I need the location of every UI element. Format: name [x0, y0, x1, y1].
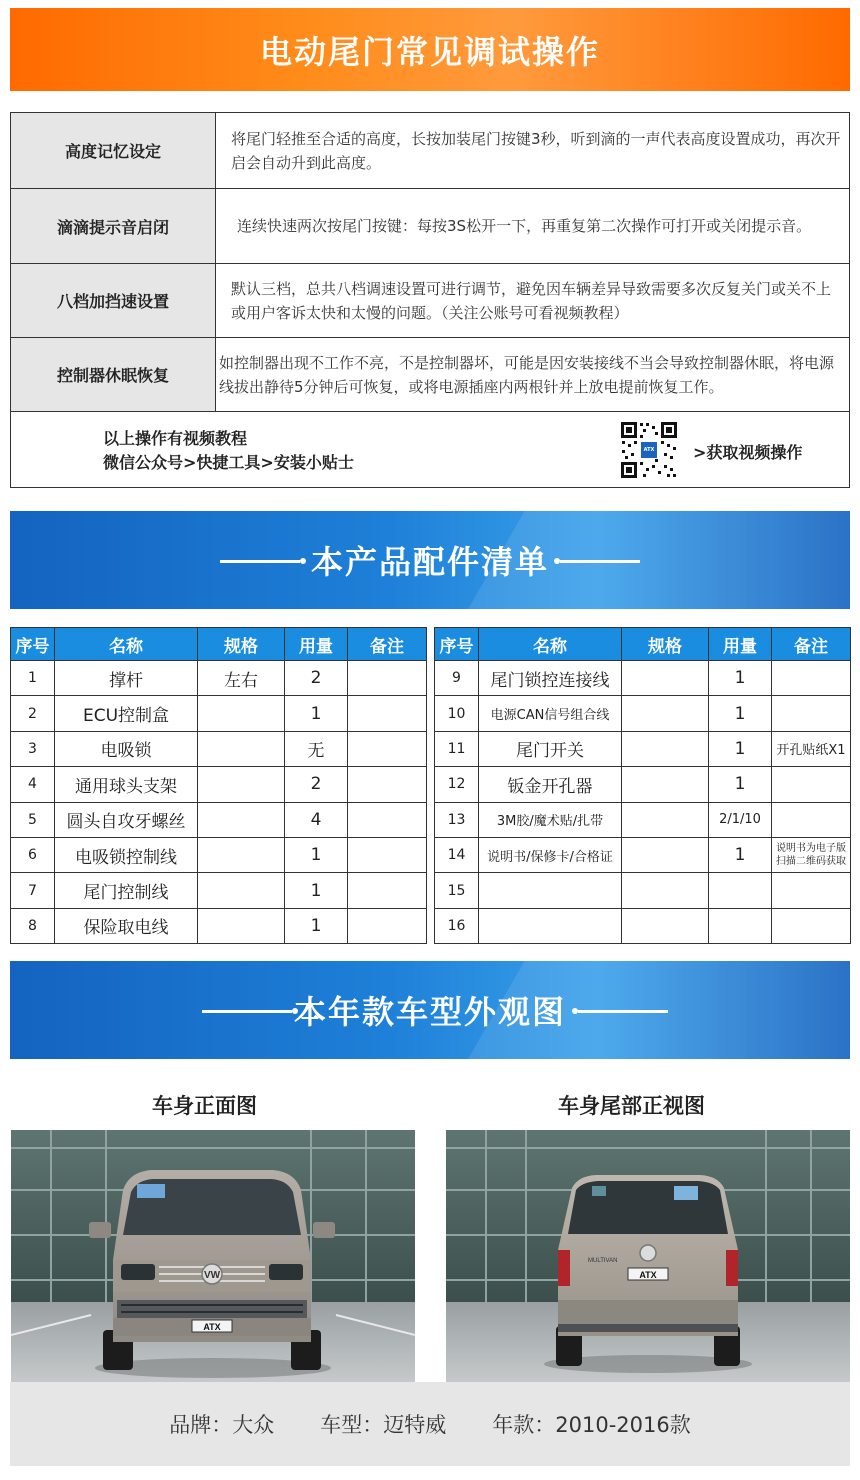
- front-plate-text: ATX: [203, 1322, 221, 1332]
- parts-cell-qty: [709, 908, 772, 943]
- operation-row: [11, 113, 849, 189]
- parts-cell-spec: [622, 802, 709, 837]
- parts-cell-spec: 左右: [198, 661, 285, 696]
- parts-cell-spec: [198, 802, 285, 837]
- parts-cell-qty: 4: [285, 802, 348, 837]
- parts-cell-no: 3: [11, 731, 55, 766]
- parts-cell-note: [772, 661, 851, 696]
- vehicle-year: 年款：2010-2016款: [492, 1413, 691, 1437]
- parts-cell-name: 钣金开孔器: [479, 767, 622, 802]
- parts-banner: [10, 511, 850, 609]
- parts-cell-no: 11: [435, 731, 479, 766]
- parts-header-cell: 规格: [622, 628, 709, 661]
- video-note: [11, 412, 849, 487]
- parts-cell-name: 尾门锁控连接线: [479, 661, 622, 696]
- parts-cell-note: [348, 802, 427, 837]
- operation-label: 高度记忆设定: [11, 113, 216, 188]
- rear-car-photo: [446, 1130, 850, 1382]
- parts-row: [435, 908, 851, 943]
- parts-cell-spec: [198, 767, 285, 802]
- parts-cell-no: 2: [11, 696, 55, 731]
- rear-plate-text: ATX: [639, 1270, 657, 1280]
- parts-cell-no: 16: [435, 908, 479, 943]
- parts-cell-no: 13: [435, 802, 479, 837]
- operation-label: 八档加挡速设置: [11, 264, 216, 337]
- parts-cell-note: [772, 873, 851, 908]
- parts-row: [11, 873, 427, 908]
- parts-cell-name: 尾门开关: [479, 731, 622, 766]
- parts-cell-name: 电吸锁控制线: [55, 837, 198, 872]
- parts-cell-qty: 无: [285, 731, 348, 766]
- parts-cell-qty: 1: [285, 837, 348, 872]
- parts-row: [435, 873, 851, 908]
- parts-cell-spec: [198, 873, 285, 908]
- parts-cell-note: [772, 696, 851, 731]
- page-title: 电动尾门常见调试操作: [259, 32, 600, 71]
- qr-code-icon[interactable]: [619, 420, 679, 480]
- parts-cell-qty: 1: [709, 696, 772, 731]
- parts-cell-spec: [622, 873, 709, 908]
- parts-cell-name: 说明书/保修卡/合格证: [479, 837, 622, 872]
- parts-row: [11, 802, 427, 837]
- parts-cell-name: [479, 873, 622, 908]
- parts-cell-qty: 1: [709, 731, 772, 766]
- parts-header-cell: 序号: [11, 628, 55, 661]
- parts-header-cell: 规格: [198, 628, 285, 661]
- parts-cell-spec: [622, 767, 709, 802]
- parts-cell-no: 9: [435, 661, 479, 696]
- parts-cell-note: [772, 767, 851, 802]
- parts-row: [11, 661, 427, 696]
- parts-cell-note: [348, 696, 427, 731]
- operation-text: 连续快速两次按尾门按键：每按3S松开一下，再重复第二次操作可打开或关闭提示音。: [237, 217, 812, 235]
- parts-cell-name: 电源CAN信号组合线: [479, 696, 622, 731]
- parts-cell-qty: 2: [285, 661, 348, 696]
- parts-cell-no: 15: [435, 873, 479, 908]
- parts-cell-spec: [198, 837, 285, 872]
- parts-cell-spec: [622, 908, 709, 943]
- parts-table-left: [10, 627, 427, 944]
- parts-cell-spec: [622, 696, 709, 731]
- parts-cell-no: 7: [11, 873, 55, 908]
- parts-row: [11, 731, 427, 766]
- parts-cell-no: 6: [11, 837, 55, 872]
- vehicle-info-bar: [10, 1382, 850, 1466]
- parts-row: [435, 696, 851, 731]
- parts-cell-qty: 1: [709, 837, 772, 872]
- parts-header-cell: 备注: [772, 628, 851, 661]
- parts-cell-no: 5: [11, 802, 55, 837]
- parts-cell-qty: 1: [285, 873, 348, 908]
- parts-section-title: 本产品配件清单: [310, 543, 549, 581]
- parts-cell-spec: [198, 731, 285, 766]
- parts-header-cell: 用量: [709, 628, 772, 661]
- parts-cell-qty: 1: [285, 696, 348, 731]
- parts-cell-note: [348, 661, 427, 696]
- operation-row: [11, 264, 849, 338]
- parts-cell-spec: [198, 696, 285, 731]
- parts-row: [435, 731, 851, 766]
- svg-text:VW: VW: [203, 1270, 221, 1281]
- rear-model-text: MULTIVAN: [588, 1258, 618, 1264]
- vehicle-brand: 品牌：大众: [169, 1413, 275, 1437]
- parts-cell-no: 12: [435, 767, 479, 802]
- parts-cell-no: 14: [435, 837, 479, 872]
- parts-row: [11, 767, 427, 802]
- parts-cell-name: 保险取电线: [55, 908, 198, 943]
- parts-cell-name: 电吸锁: [55, 731, 198, 766]
- parts-row: [11, 908, 427, 943]
- parts-cell-note: [772, 802, 851, 837]
- rear-view-title: 车身尾部正视图: [558, 1094, 705, 1118]
- parts-row: [435, 661, 851, 696]
- parts-cell-qty: 2/1/10: [709, 802, 772, 837]
- parts-cell-qty: 1: [709, 661, 772, 696]
- front-view-title: 车身正面图: [152, 1094, 257, 1118]
- parts-cell-no: 10: [435, 696, 479, 731]
- operation-text: 默认三档，总共八档调速设置可进行调节，避免因车辆差异导致需要多次反复关门或关不上或用户客诉太快和太慢的问题。（关注公账号可看视频教程）: [231, 279, 832, 322]
- operation-row: [11, 189, 849, 264]
- parts-cell-qty: 1: [285, 908, 348, 943]
- parts-cell-spec: [198, 908, 285, 943]
- parts-cell-spec: [622, 661, 709, 696]
- parts-cell-no: 1: [11, 661, 55, 696]
- parts-cell-note: [348, 873, 427, 908]
- parts-row: [435, 802, 851, 837]
- parts-cell-spec: [622, 837, 709, 872]
- parts-row: [435, 837, 851, 872]
- parts-header-cell: 用量: [285, 628, 348, 661]
- parts-cell-qty: 2: [285, 767, 348, 802]
- parts-cell-note: [772, 908, 851, 943]
- parts-cell-note: [348, 731, 427, 766]
- vehicle-model: 车型：迈特威: [320, 1413, 447, 1437]
- parts-header-cell: 备注: [348, 628, 427, 661]
- operation-text: 将尾门轻推至合适的高度，长按加装尾门按键3秒，听到滴的一声代表高度设置成功，再次开启会自动升到此高度。: [231, 129, 841, 172]
- appearance-section-title: 本年款车型外观图: [293, 993, 566, 1031]
- parts-row: [11, 837, 427, 872]
- parts-cell-spec: [622, 731, 709, 766]
- parts-cell-note: 开孔贴纸X1: [772, 731, 851, 766]
- parts-header-cell: 序号: [435, 628, 479, 661]
- header-banner: [10, 8, 850, 91]
- parts-cell-name: ECU控制盒: [55, 696, 198, 731]
- parts-table-right: [434, 627, 851, 944]
- parts-row: [11, 696, 427, 731]
- parts-cell-note: [348, 908, 427, 943]
- parts-cell-name: 通用球头支架: [55, 767, 198, 802]
- parts-cell-note: 说明书为电子版扫描二维码获取: [772, 837, 851, 872]
- parts-cell-name: 尾门控制线: [55, 873, 198, 908]
- operations-table: [10, 112, 850, 488]
- parts-cell-note: [348, 837, 427, 872]
- parts-cell-name: [479, 908, 622, 943]
- front-car-photo: [11, 1130, 415, 1382]
- parts-cell-qty: 1: [709, 767, 772, 802]
- parts-cell-note: [348, 767, 427, 802]
- operation-text: 如控制器出现不工作不亮，不是控制器坏，可能是因安装接线不当会导致控制器休眠，将电源线拔出静待5分钟后可恢复，或将电源插座内两根针并上放电提前恢复工作。: [219, 353, 835, 396]
- appearance-banner: [10, 961, 850, 1059]
- parts-header-cell: 名称: [479, 628, 622, 661]
- parts-cell-no: 4: [11, 767, 55, 802]
- parts-cell-name: 撑杆: [55, 661, 198, 696]
- video-link-label[interactable]: >获取视频操作: [693, 443, 803, 462]
- parts-cell-no: 8: [11, 908, 55, 943]
- parts-cell-name: 3M胶/魔术贴/扎带: [479, 802, 622, 837]
- parts-cell-name: 圆头自攻牙螺丝: [55, 802, 198, 837]
- operation-label: 滴滴提示音启闭: [11, 189, 216, 263]
- video-note-line2: 微信公众号>快捷工具>安装小贴士: [103, 453, 354, 472]
- video-note-line1: 以上操作有视频教程: [103, 429, 248, 448]
- operation-label: 控制器休眠恢复: [11, 338, 216, 411]
- parts-row: [435, 767, 851, 802]
- parts-header-cell: 名称: [55, 628, 198, 661]
- qr-logo: ATX: [643, 447, 655, 453]
- parts-cell-qty: [709, 873, 772, 908]
- operation-row: [11, 338, 849, 412]
